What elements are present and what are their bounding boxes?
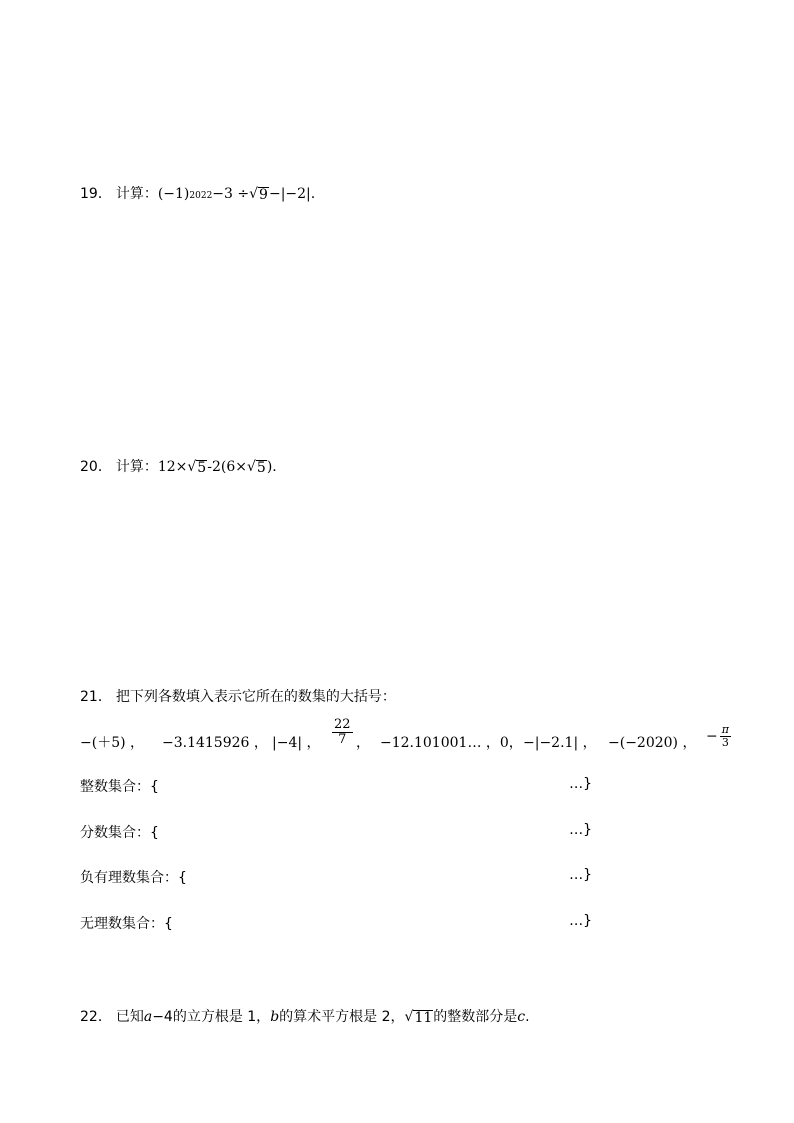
- question-number: 19．: [80, 186, 112, 202]
- question-text: 的整数部分是: [433, 1009, 518, 1025]
- denominator: 7: [338, 732, 347, 747]
- question-number: 20．: [80, 459, 112, 475]
- set-end: …}: [569, 913, 592, 929]
- number-item: |−4| ，: [272, 735, 321, 751]
- variable-c: c: [517, 1009, 526, 1025]
- set-end: …}: [569, 822, 592, 838]
- question-number: 21．: [80, 689, 112, 705]
- number-item-fraction: [706, 724, 733, 749]
- set-fractions: [80, 822, 592, 842]
- question-text: .: [525, 1009, 530, 1025]
- question-label: 把下列各数填入表示它所在的数集的大括号：: [115, 689, 396, 705]
- set-label: 分数集合：{: [80, 825, 159, 841]
- negative-sign: −: [706, 728, 718, 745]
- variable-b: b: [270, 1009, 280, 1025]
- number-item: −(＋5) ，: [80, 735, 145, 751]
- radicand: 5: [197, 460, 207, 476]
- set-integers: [80, 776, 592, 796]
- question-number: 22．: [80, 1009, 112, 1025]
- question-20: [80, 456, 277, 476]
- square-root: √ 9: [249, 186, 268, 203]
- question-19: 19． 计算： (−1) 2022 −3 ÷ √ 9 −|−2|.: [80, 183, 315, 203]
- number-item: −3.1415926 ，: [162, 735, 268, 751]
- question-text: 已知: [115, 1009, 144, 1025]
- set-negative-rationals: [80, 867, 592, 887]
- question-21: [80, 686, 396, 706]
- number-item: −(−2020) ，: [608, 735, 697, 751]
- square-root: √ 5: [246, 459, 266, 476]
- expression-middle: −3 ÷: [212, 186, 250, 202]
- question-text: 的算术平方根是 2，: [279, 1009, 405, 1025]
- numerator: π: [721, 723, 729, 736]
- fraction: [332, 718, 353, 747]
- expression-end: −|−2|.: [268, 186, 316, 202]
- question-22: [80, 1006, 530, 1026]
- radicand: 5: [256, 460, 266, 476]
- question-label: 计算：: [115, 186, 158, 202]
- set-end: …}: [569, 776, 592, 792]
- set-end: …}: [569, 867, 592, 883]
- numerator: 22: [334, 717, 351, 732]
- fraction: [720, 724, 731, 749]
- number-item-fraction: [330, 718, 355, 747]
- number-item: −|−2.1| ，: [523, 735, 597, 751]
- question-label: 计算：: [115, 459, 158, 475]
- set-label: 无理数集合：{: [80, 916, 173, 932]
- set-label: 负有理数集合：{: [80, 870, 187, 886]
- denominator: 3: [721, 736, 729, 749]
- number-item: −12.101001… ，0，: [380, 735, 523, 751]
- square-root: √ 5: [187, 459, 207, 476]
- expression-base: (−1): [157, 186, 190, 202]
- square-root: √ 11: [404, 1009, 433, 1026]
- expression-part-1: 12×: [157, 459, 188, 475]
- expression-part-2: -2(6×: [207, 459, 247, 475]
- expression-part-3: ).: [266, 459, 277, 475]
- number-separator: ，: [356, 735, 370, 751]
- radicand: 11: [414, 1010, 433, 1026]
- set-irrationals: [80, 913, 592, 933]
- question-text: −4的立方根是 1，: [152, 1009, 271, 1025]
- variable-a: a: [143, 1009, 153, 1025]
- set-label: 整数集合：{: [80, 779, 159, 795]
- radicand: 9: [259, 187, 268, 203]
